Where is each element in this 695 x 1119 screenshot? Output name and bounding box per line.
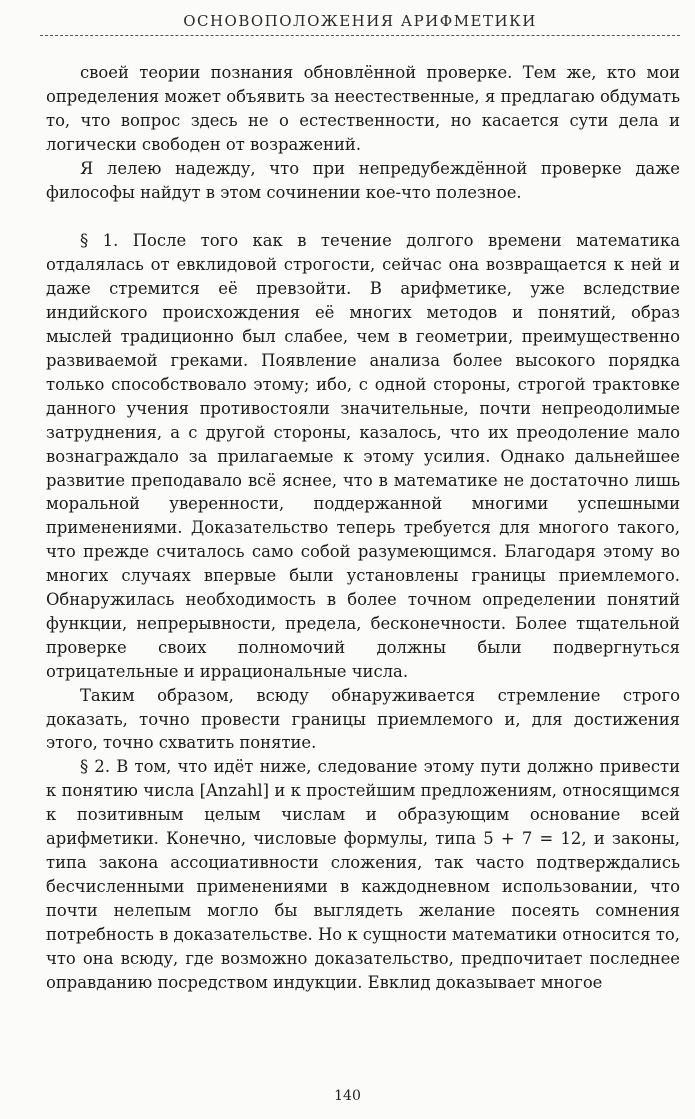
paragraph-summary: Таким образом, всюду обнаруживается стремление строго доказать, точно провести границы приемлемого и, для достижения этого, точно схватить понятие.: [46, 685, 680, 753]
paragraph-continuation: своей теории познания обновлённой проверке. Тем же, кто мои определения может объявить за неестественные, я предлагаю обдумать то, что вопрос здесь не о естественности, но касается сути дела и логически свободен от возражений.: [46, 63, 680, 154]
page-number: 140: [334, 1088, 361, 1104]
paragraph-hope: Я лелею надежду, что при непредубеждённой проверке даже философы найдут в этом сочинении кое-что полезное.: [46, 158, 680, 202]
paragraph-section-1: § 1. После того как в течение долгого времени математика отдалялась от евклидовой строгости, сейчас она возвращается к ней и даже стремится её превзойти. В арифметике, уже вследствие индийского происхождения её многих методов и понятий, образ мыслей традиционно был слабее, чем в геометрии, преимущественно развиваемой греками. Появление анализа более высокого порядка только способствовало этому; ибо, с одной стороны, строгой трактовке данного учения противостояли значительные, почти непреодолимые затруднения, а с другой стороны, казалось, что их преодоление мало вознаграждало за прилагаемые к этому усилия. Однако дальнейшее развитие преподавало всё яснее, что в математике не достаточно лишь моральной уверенности, поддержанной многими успешными применениями. Доказательство теперь требуется для многого такого, что прежде считалось само собой разумеющимся. Благодаря этому во многих случаях впервые были установлены границы приемлемого. Обнаружилась необходимость в более точном определении понятий функции, непрерывности, предела, бесконечности. Более тщательной проверке своих полномочий должны были подвергнуться отрицательные и иррациональные числа.: [46, 231, 680, 681]
running-title: ОСНОВОПОЛОЖЕНИЯ АРИФМЕТИКИ: [183, 12, 537, 30]
body-text: [46, 61, 680, 994]
paragraph-section-2: § 2. В том, что идёт ниже, следование этому пути должно привести к понятию числа [Anzahl] и к простейшим предложениям, относящимся к позитивным целым числам и образующим основание всей арифметики. Конечно, числовые формулы, типа 5 + 7 = 12, и законы, типа закона ассоциативности сложения, так часто подтверждались бесчисленными применениями в каждодневном использовании, что почти нелепым могло бы выглядеть желание посеять сомнения потребность в доказательстве. Но к сущности математики относится то, что она всюду, где возможно доказательство, предпочитает последнее оправданию посредством индукции. Евклид доказывает многое: [46, 757, 680, 992]
header-rule: [40, 35, 680, 36]
